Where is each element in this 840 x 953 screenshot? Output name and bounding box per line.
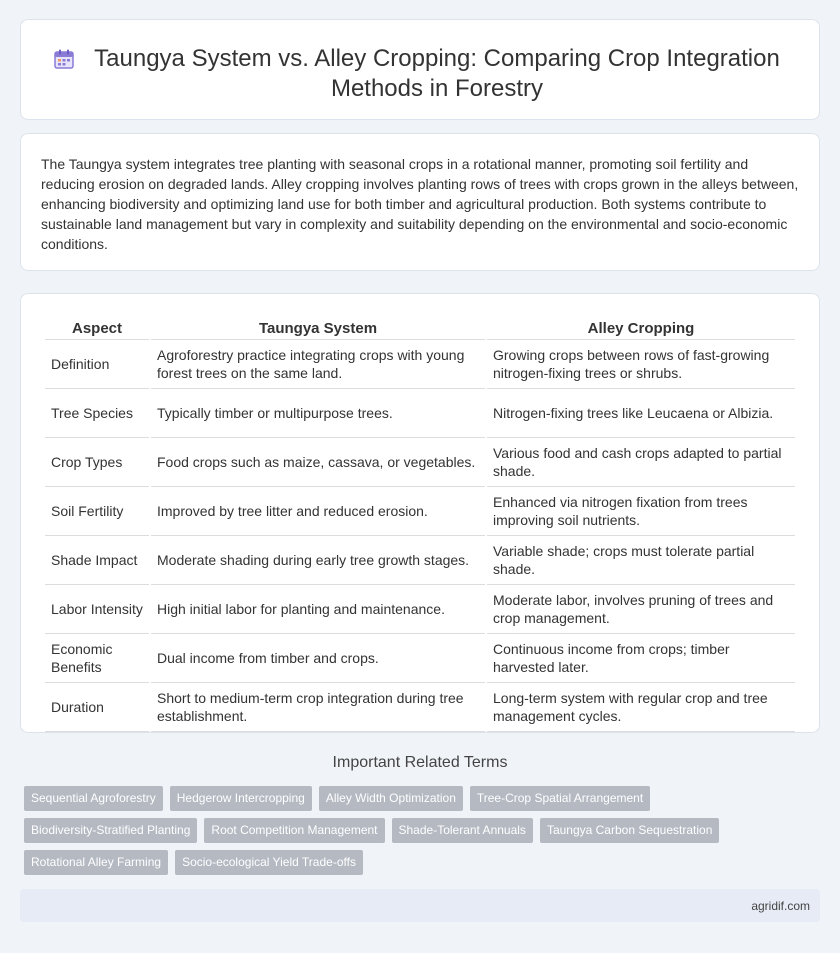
table-row [45, 634, 795, 683]
cell-aspect: Crop Types [45, 438, 149, 487]
cell-alley: Various food and cash crops adapted to partial shade. [487, 438, 795, 487]
header-taungya: Taungya System [151, 314, 485, 340]
cell-taungya: Moderate shading during early tree growth stages. [151, 536, 485, 585]
term-tag[interactable]: Hedgerow Intercropping [170, 786, 312, 811]
header-alley: Alley Cropping [487, 314, 795, 340]
cell-alley: Long-term system with regular crop and tree management cycles. [487, 683, 795, 732]
related-terms-list [24, 786, 824, 882]
term-tag[interactable]: Sequential Agroforestry [24, 786, 163, 811]
header-aspect: Aspect [45, 314, 149, 340]
cell-taungya: Agroforestry practice integrating crops with young forest trees on the same land. [151, 340, 485, 389]
table-row [45, 487, 795, 536]
cell-alley: Moderate labor, involves pruning of trees and crop management. [487, 585, 795, 634]
table-row [45, 536, 795, 585]
cell-alley: Continuous income from crops; timber harvested later. [487, 634, 795, 683]
footer-site-link[interactable]: agridif.com [751, 899, 810, 913]
term-tag[interactable]: Tree-Crop Spatial Arrangement [470, 786, 650, 811]
intro-card [20, 133, 820, 271]
cell-aspect: Soil Fertility [45, 487, 149, 536]
cell-taungya: Dual income from timber and crops. [151, 634, 485, 683]
term-tag[interactable]: Rotational Alley Farming [24, 850, 168, 875]
page-title: Taungya System vs. Alley Cropping: Comparing Crop Integration Methods in Forestry [94, 45, 780, 102]
comparison-table-card [20, 293, 820, 733]
term-tag[interactable]: Root Competition Management [204, 818, 384, 843]
cell-taungya: High initial labor for planting and maintenance. [151, 585, 485, 634]
table-row [45, 683, 795, 732]
related-terms-title: Important Related Terms [332, 754, 508, 771]
cell-alley: Nitrogen-fixing trees like Leucaena or Albizia. [487, 389, 795, 438]
term-tag[interactable]: Alley Width Optimization [319, 786, 463, 811]
cell-aspect: Definition [45, 340, 149, 389]
cell-taungya: Short to medium-term crop integration during tree establishment. [151, 683, 485, 732]
cell-taungya: Improved by tree litter and reduced erosion. [151, 487, 485, 536]
cell-alley: Variable shade; crops must tolerate partial shade. [487, 536, 795, 585]
table-header-row [45, 314, 795, 340]
cell-aspect: Labor Intensity [45, 585, 149, 634]
comparison-table [43, 314, 797, 732]
term-tag[interactable]: Taungya Carbon Sequestration [540, 818, 719, 843]
term-tag[interactable]: Biodiversity-Stratified Planting [24, 818, 197, 843]
table-row [45, 438, 795, 487]
footer [20, 889, 820, 922]
cell-alley: Enhanced via nitrogen fixation from trees improving soil nutrients. [487, 487, 795, 536]
cell-aspect: Duration [45, 683, 149, 732]
table-row [45, 585, 795, 634]
table-row [45, 389, 795, 438]
cell-taungya: Typically timber or multipurpose trees. [151, 389, 485, 438]
header-card [20, 19, 820, 120]
cell-aspect: Tree Species [45, 389, 149, 438]
cell-aspect: Shade Impact [45, 536, 149, 585]
term-tag[interactable]: Socio-ecological Yield Trade-offs [175, 850, 363, 875]
cell-aspect: Economic Benefits [45, 634, 149, 683]
intro-paragraph: The Taungya system integrates tree planting with seasonal crops in a rotational manner, promoting soil fertility and reducing erosion on degraded lands. Alley cropping involves planting rows of trees with crops grown in the alleys between, enhancing biodiversity and optimizing land use for both timber and agricultural production. Both systems contribute to sustainable land management but vary in complexity and suitability depending on the environmental and socio-economic conditions. [41, 156, 799, 252]
calendar-icon [53, 48, 75, 70]
term-tag[interactable]: Shade-Tolerant Annuals [392, 818, 533, 843]
cell-alley: Growing crops between rows of fast-growing nitrogen-fixing trees or shrubs. [487, 340, 795, 389]
cell-taungya: Food crops such as maize, cassava, or vegetables. [151, 438, 485, 487]
table-row [45, 340, 795, 389]
